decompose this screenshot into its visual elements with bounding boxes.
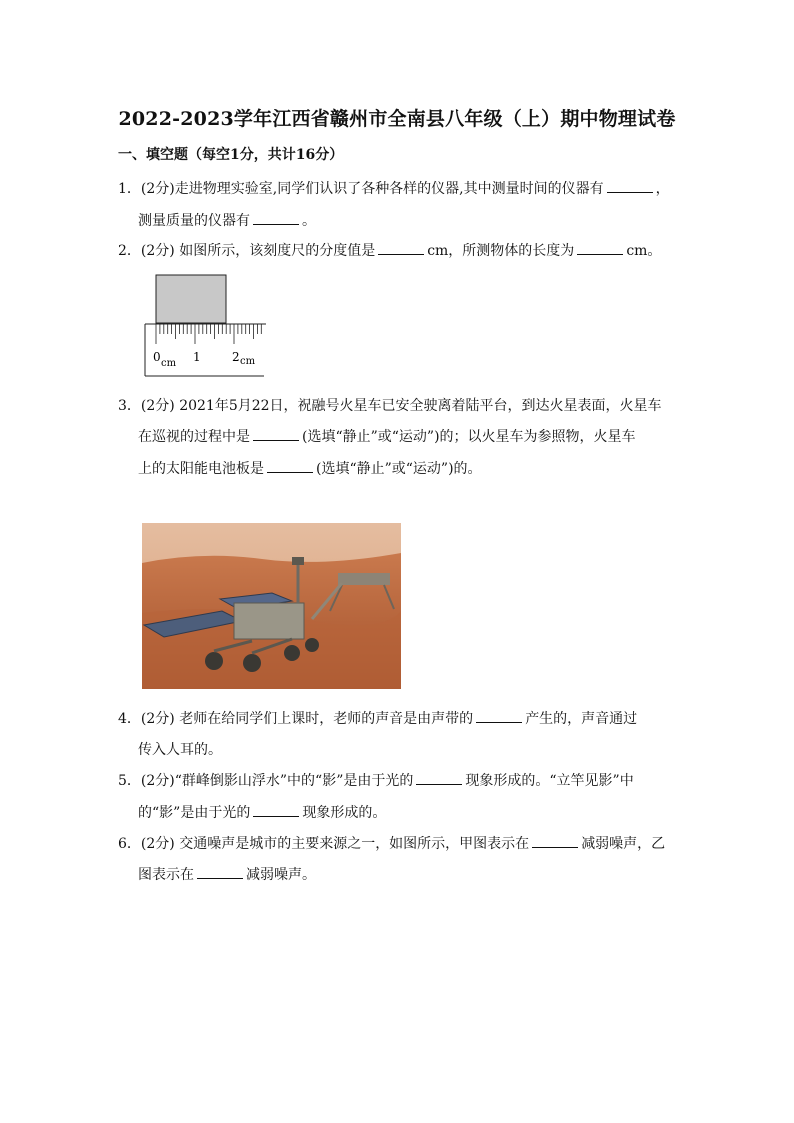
tick-label-0: 0 (153, 350, 161, 364)
answer-blank[interactable] (253, 802, 299, 817)
rover-body (234, 603, 304, 639)
answer-blank[interactable] (577, 240, 623, 255)
q5-text-3: 的“影”是由于光的 (138, 805, 251, 821)
q1-text-2: 测量质量的仪器有 (138, 213, 250, 229)
answer-blank[interactable] (378, 240, 424, 255)
answer-blank[interactable] (253, 210, 299, 225)
q2-text: 2．(2分) 如图所示，该刻度尺的分度值是 (118, 243, 376, 259)
question-2 (118, 240, 661, 260)
question-4 (118, 708, 637, 728)
q1-text: 1．(2分)走进物理实验室,同学们认识了各种各样的仪器,其中测量时间的仪器有 (118, 181, 604, 197)
q3-text-4: 上的太阳能电池板是 (138, 461, 264, 477)
mars-rover-illustration (142, 523, 401, 689)
question-1 (118, 178, 670, 198)
mars-rover-photo (142, 523, 401, 689)
question-3-cont-2 (138, 458, 482, 478)
answer-blank[interactable] (476, 708, 522, 723)
q3-text-3: (选填“静止”或“运动”)的；以火星车为参照物，火星车 (302, 429, 636, 445)
q5-end: 现象形成的。 (302, 805, 387, 821)
question-5 (118, 770, 634, 790)
ruler-figure (140, 268, 270, 380)
tick-label-1: 1 (193, 350, 201, 364)
q5-text-2: 现象形成的。“立竿见影”中 (465, 773, 634, 789)
q3-text: 3．(2分) 2021年5月22日，祝融号火星车已安全驶离着陆平台，到达火星表面，火星车 (118, 398, 662, 414)
answer-blank[interactable] (607, 178, 653, 193)
q6-text: 6．(2分) 交通噪声是城市的主要来源之一，如图所示，甲图表示在 (118, 836, 530, 852)
q2-end: cm。 (626, 243, 662, 259)
q4-end: 传入人耳的。 (138, 742, 222, 758)
answer-blank[interactable] (267, 458, 313, 473)
tick-unit-2: cm (240, 356, 256, 367)
answer-blank[interactable] (416, 770, 462, 785)
tick-label-2: 2 (232, 350, 240, 364)
question-6-cont (138, 864, 316, 884)
q4-text: 4．(2分) 老师在给同学们上课时，老师的声音是由声带的 (118, 711, 474, 727)
tick-unit-0: cm (161, 358, 177, 369)
question-5-cont (138, 802, 386, 822)
q6-text-2: 减弱噪声，乙 (581, 836, 666, 852)
question-3 (118, 395, 662, 415)
answer-blank[interactable] (532, 833, 578, 848)
question-1-cont (138, 210, 316, 230)
question-3-cont (138, 426, 636, 446)
question-6 (118, 833, 665, 853)
q2-text-2: cm，所测物体的长度为 (427, 243, 575, 259)
q1-end: 。 (302, 213, 316, 229)
answer-blank[interactable] (197, 864, 243, 879)
q3-text-2: 在巡视的过程中是 (138, 429, 250, 445)
question-4-cont (138, 739, 222, 759)
answer-blank[interactable] (253, 426, 299, 441)
measured-block (156, 275, 226, 323)
q1-punct: ， (655, 181, 670, 197)
q5-text: 5．(2分)“群峰倒影山浮水”中的“影”是由于光的 (118, 773, 414, 789)
q4-text-2: 产生的，声音通过 (525, 711, 638, 727)
page-title: 2022-2023学年江西省赣州市全南县八年级（上）期中物理试卷 (118, 108, 676, 130)
q3-end: (选填“静止”或“运动”)的。 (316, 461, 482, 477)
q6-end: 减弱噪声。 (246, 867, 316, 883)
ruler-ticks (156, 324, 261, 344)
section-heading: 一、填空题（每空1分，共计16分） (118, 147, 344, 163)
q6-text-3: 图表示在 (138, 867, 194, 883)
